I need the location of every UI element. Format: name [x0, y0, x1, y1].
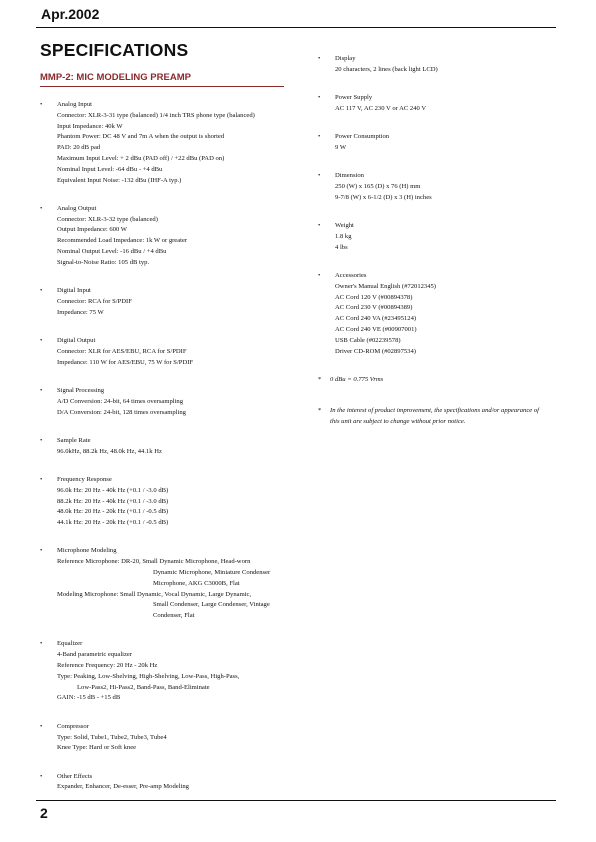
bullet-icon: •: [318, 222, 321, 230]
spec-line: Nominal Input Level: -64 dBu - +4 dBu: [57, 165, 163, 173]
bullet-icon: •: [40, 547, 43, 555]
asterisk-icon: *: [318, 375, 322, 383]
spec-title: Frequency Response: [57, 475, 112, 483]
spec-sample-rate: [40, 436, 300, 458]
spec-line: USB Cable (#02239578): [335, 336, 401, 344]
footer-rule: [36, 800, 556, 801]
section-title: MMP-2: MIC MODELING PREAMP: [40, 72, 191, 83]
spec-dimension: [318, 171, 568, 203]
spec-line: Input Impedance: 40k W: [57, 122, 123, 130]
spec-line: GAIN: -15 dB - +15 dB: [57, 694, 121, 702]
note-dbu: [318, 375, 568, 386]
spec-line: Driver CD-ROM (#02897534): [335, 347, 416, 355]
spec-line: 20 characters, 2 lines (back light LCD): [335, 65, 438, 73]
section-rule: [40, 86, 284, 87]
spec-title: Equalizer: [57, 640, 83, 648]
spec-line: Impedance: 75 W: [57, 308, 104, 316]
spec-line: Connector: XLR-3-32 type (balanced): [57, 215, 158, 223]
bullet-icon: •: [40, 386, 43, 394]
header-rule: [36, 27, 556, 28]
spec-line: D/A Conversion: 24-bit, 128 times oversampling: [57, 408, 186, 416]
spec-line: 48.0k Hz: 20 Hz - 20k Hz (+0.1 / -0.5 dB): [57, 508, 169, 516]
spec-line: Connector: XLR-3-31 type (balanced) 1/4 inch TRS phone type (balanced): [57, 111, 255, 119]
spec-line: Connector: XLR for AES/EBU, RCA for S/PDIF: [57, 347, 187, 355]
bullet-icon: •: [40, 475, 43, 483]
spec-line: PAD: 20 dB pad: [57, 144, 101, 152]
asterisk-icon: *: [318, 406, 322, 414]
spec-line: AC Cord 240 VA (#23495124): [335, 315, 417, 323]
note-line: 0 dBu = 0.775 Vrms: [330, 375, 384, 383]
spec-line: Modeling Microphone: Small Dynamic, Vocal Dynamic, Large Dynamic,: [57, 590, 252, 598]
spec-line: Equivalent Input Noise: -132 dBu (IHF-A typ.): [57, 176, 182, 184]
spec-title: Digital Input: [57, 287, 91, 295]
spec-line: Expander, Enhancer, De-esser, Pre-amp Modeling: [57, 783, 189, 791]
spec-line: Dynamic Microphone, Miniature Condenser: [153, 569, 271, 576]
spec-line: Impedance: 110 W for AES/EBU, 75 W for S/PDIF: [57, 358, 194, 366]
bullet-icon: •: [318, 55, 321, 62]
spec-line: Signal-to-Noise Ratio: 105 dB typ.: [57, 258, 150, 266]
spec-line: 9 W: [335, 143, 347, 151]
spec-line: Condenser, Flat: [153, 612, 195, 620]
spec-title: Dimension: [335, 172, 364, 180]
bullet-icon: •: [40, 337, 43, 345]
spec-line: 44.1k Hz: 20 Hz - 20k Hz (+0.1 / -0.5 dB): [57, 519, 169, 527]
bullet-icon: •: [318, 272, 321, 280]
spec-line: 4-Band parametric equalizer: [57, 651, 133, 659]
spec-power-consumption: [318, 132, 568, 154]
note-line: this unit are subject to change without prior notice.: [330, 417, 466, 425]
spec-analog-input: [40, 100, 300, 186]
spec-line: Output Impedance: 600 W: [57, 226, 128, 234]
bullet-icon: •: [40, 101, 43, 108]
spec-title: Other Effects: [57, 772, 93, 780]
page-title: SPECIFICATIONS: [40, 40, 189, 60]
spec-equalizer: [40, 639, 300, 704]
note-disclaimer: [318, 406, 568, 428]
spec-title: Compressor: [57, 722, 89, 730]
spec-line: AC Cord 230 V (#00894389): [335, 304, 413, 312]
spec-line: AC 117 V, AC 230 V or AC 240 V: [335, 104, 427, 112]
spec-microphone-modeling: [40, 546, 300, 622]
spec-line: Microphone, AKG C3000B, Flat: [153, 579, 240, 587]
spec-title: Signal Processing: [57, 386, 105, 394]
bullet-icon: •: [40, 287, 43, 295]
spec-line: Small Condenser, Large Condenser, Vintage: [153, 601, 270, 609]
spec-line: 1.8 kg: [335, 232, 352, 240]
spec-title: Power Consumption: [335, 133, 390, 141]
spec-line: Nominal Output Level: -16 dBu / +4 dBu: [57, 248, 167, 256]
note-line: In the interest of product improvement, the specifications and/or appearance of: [330, 406, 539, 414]
spec-display: [318, 54, 568, 76]
spec-digital-input: [40, 286, 300, 318]
spec-column-right: [318, 54, 568, 447]
spec-title: Digital Output: [57, 337, 96, 345]
spec-line: Recommended Load Impedance: 1k W or greater: [57, 237, 188, 245]
spec-title: Display: [335, 55, 356, 62]
bullet-icon: •: [40, 640, 43, 648]
spec-line: AC Cord 240 VE (#00907001): [335, 326, 417, 334]
spec-compressor: [40, 722, 300, 754]
bullet-icon: •: [318, 133, 321, 141]
header-date: Apr.2002: [41, 6, 100, 22]
spec-line: 9-7/8 (W) x 6-1/2 (D) x 3 (H) inches: [335, 193, 432, 201]
spec-title: Analog Input: [57, 101, 92, 108]
spec-digital-output: [40, 336, 300, 368]
spec-line: AC Cord 120 V (#00894378): [335, 293, 413, 301]
spec-line: Reference Frequency: 20 Hz - 20k Hz: [57, 662, 158, 670]
bullet-icon: •: [318, 172, 321, 180]
spec-line: 4 lbs: [335, 243, 348, 251]
spec-accessories: [318, 271, 568, 357]
spec-title: Microphone Modeling: [57, 547, 117, 555]
spec-line: 88.2k Hz: 20 Hz - 40k Hz (+0.1 / -3.0 dB): [57, 497, 169, 505]
spec-line: Connector: RCA for S/PDIF: [57, 297, 132, 305]
spec-title: Accessories: [335, 272, 367, 280]
spec-line: 96.0k Hz: 20 Hz - 40k Hz (+0.1 / -3.0 dB): [57, 486, 169, 494]
spec-column-left: [40, 100, 300, 811]
spec-weight: [318, 221, 568, 253]
bullet-icon: •: [40, 772, 43, 780]
bullet-icon: •: [318, 94, 321, 102]
spec-signal-processing: [40, 386, 300, 418]
bullet-icon: •: [40, 722, 43, 730]
spec-line: Knee Type: Hard or Soft knee: [57, 744, 137, 752]
spec-line: Reference Microphone: DR-20, Small Dynamic Microphone, Head-worn: [57, 558, 251, 566]
spec-power-supply: [318, 93, 568, 115]
spec-analog-output: [40, 204, 300, 269]
spec-title: Power Supply: [335, 94, 373, 102]
spec-line: Owner's Manual English (#72012345): [335, 282, 436, 290]
spec-line: Maximum Input Level: + 2 dBu (PAD off) / +22 dBu (PAD on): [57, 154, 225, 162]
spec-title: Weight: [335, 222, 354, 230]
spec-frequency-response: [40, 475, 300, 529]
spec-line: 250 (W) x 165 (D) x 76 (H) mm: [335, 183, 421, 191]
spec-other-effects: [40, 772, 300, 794]
spec-line: Type: Solid, Tube1, Tube2, Tube3, Tube4: [57, 733, 167, 741]
spec-line: Type: Peaking, Low-Shelving, High-Shelving, Low-Pass, High-Pass,: [57, 672, 240, 680]
page-number: 2: [40, 805, 48, 821]
bullet-icon: •: [40, 436, 43, 444]
spec-line: A/D Conversion: 24-bit, 64 times oversampling: [57, 397, 184, 405]
spec-line: Phantom Power: DC 48 V and 7m A when the output is shorted: [57, 133, 225, 141]
spec-line: Low-Pass2, Hi-Pass2, Band-Pass, Band-Eliminate: [77, 683, 210, 691]
bullet-icon: •: [40, 204, 43, 212]
spec-title: Analog Output: [57, 204, 97, 212]
spec-title: Sample Rate: [57, 436, 91, 444]
spec-line: 96.0kHz, 88.2k Hz, 48.0k Hz, 44.1k Hz: [57, 447, 162, 455]
